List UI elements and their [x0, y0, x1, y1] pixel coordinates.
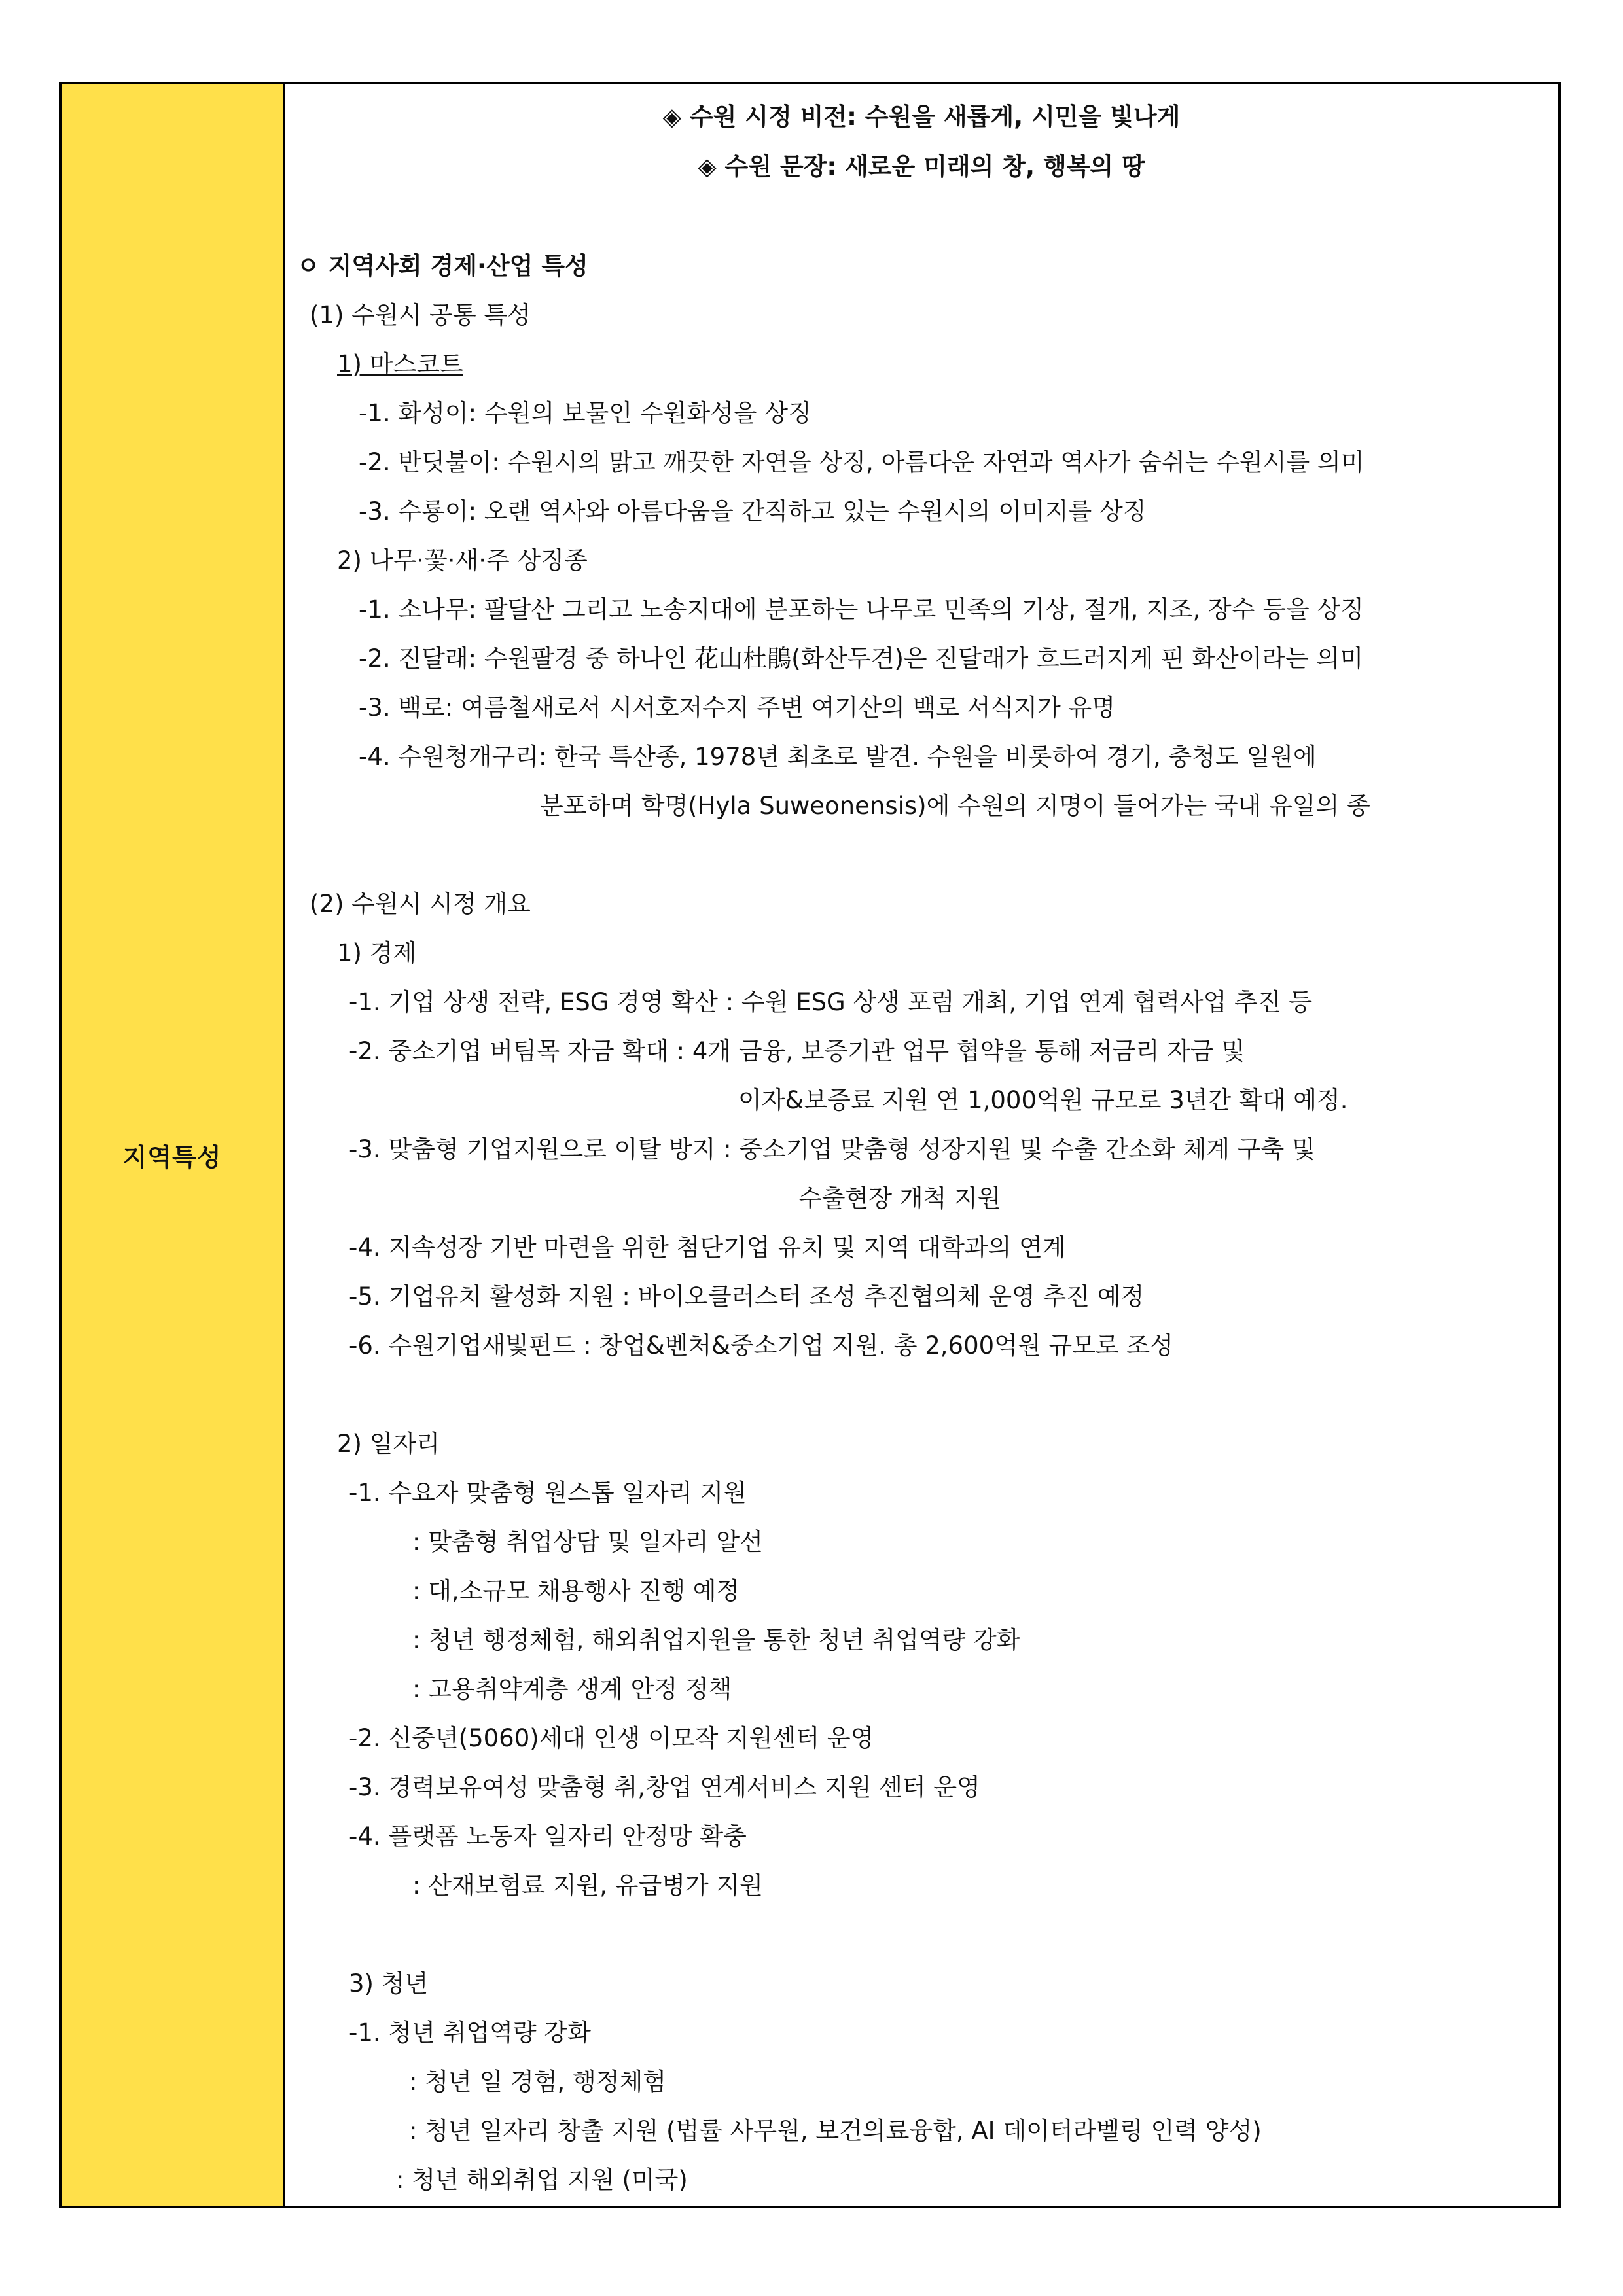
list-item: -3. 백로: 여름철새로서 시서호저수지 주변 여기산의 백로 서식지가 유명	[359, 694, 1115, 722]
economy-heading: 1) 경제	[337, 939, 417, 967]
list-item: -1. 청년 취업역량 강화	[349, 2019, 591, 2047]
list-item: -1. 기업 상생 전략, ESG 경영 확산 : 수원 ESG 상생 포럼 개최, 기업 연계 협력사업 추진 등	[349, 988, 1313, 1016]
list-item: -4. 지속성장 기반 마련을 위한 첨단기업 유치 및 지역 대학과의 연계	[349, 1233, 1066, 1262]
list-item: -2. 중소기업 버팀목 자금 확대 : 4개 금융, 보증기관 업무 협약을 통해 저금리 자금 및	[349, 1037, 1245, 1065]
list-item-continuation: 분포하며 학명(Hyla Suweonensis)에 수원의 지명이 들어가는 국내 유일의 종	[540, 792, 1370, 820]
list-subitem: : 대,소규모 채용행사 진행 예정	[412, 1577, 740, 1605]
slogan-line: ◈ 수원 문장: 새로운 미래의 창, 행복의 땅	[698, 152, 1145, 181]
symbols-heading: 2) 나무·꽃·새·주 상징종	[337, 546, 588, 574]
vision-line: ◈ 수원 시정 비전: 수원을 새롭게, 시민을 빛나게	[662, 103, 1181, 131]
jobs-heading: 2) 일자리	[337, 1430, 440, 1458]
content-column	[285, 84, 1558, 2206]
list-item: -2. 반딧불이: 수원시의 맑고 깨끗한 자연을 상징, 아름다운 자연과 역사가 숨쉬는 수원시를 의미	[359, 448, 1364, 476]
list-subitem: : 청년 일자리 창출 지원 (법률 사무원, 보건의료융합, AI 데이터라벨링 인력 양성)	[409, 2117, 1262, 2145]
list-item-continuation: 이자&보증료 지원 연 1,000억원 규모로 3년간 확대 예정.	[738, 1086, 1348, 1114]
category-label: 지역특성	[122, 1143, 222, 1172]
youth-heading: 3) 청년	[349, 1969, 429, 1998]
list-item: -6. 수원기업새빛펀드 : 창업&벤처&중소기업 지원. 총 2,600억원 규모로 조성	[349, 1332, 1173, 1360]
list-subitem: : 청년 일 경험, 행정체험	[409, 2068, 666, 2096]
list-subitem: : 청년 행정체험, 해외취업지원을 통한 청년 취업역량 강화	[412, 1626, 1020, 1654]
list-item: -1. 화성이: 수원의 보물인 수원화성을 상징	[359, 399, 812, 427]
overview-heading: (2) 수원시 시정 개요	[310, 890, 531, 918]
list-item: -3. 경력보유여성 맞춤형 취,창업 연계서비스 지원 센터 운영	[349, 1773, 980, 1801]
list-item: -1. 소나무: 팔달산 그리고 노송지대에 분포하는 나무로 민족의 기상, 절개, 지조, 장수 등을 상징	[359, 595, 1364, 624]
list-item: -2. 진달래: 수원팔경 중 하나인 花山杜鵑(화산두견)은 진달래가 흐드러지게 핀 화산이라는 의미	[359, 645, 1364, 673]
list-item-continuation: 수출현장 개척 지원	[798, 1184, 1001, 1212]
list-item: -3. 맞춤형 기업지원으로 이탈 방지 : 중소기업 맞춤형 성장지원 및 수출 간소화 체계 구축 및	[349, 1135, 1315, 1163]
list-subitem: : 맞춤형 취업상담 및 일자리 알선	[412, 1528, 763, 1556]
list-subitem: : 청년 해외취업 지원 (미국)	[396, 2166, 688, 2194]
list-item: -2. 신중년(5060)세대 인생 이모작 지원센터 운영	[349, 1724, 874, 1752]
list-item: -1. 수요자 맞춤형 원스톱 일자리 지원	[349, 1479, 747, 1507]
category-column	[62, 84, 285, 2206]
document-frame	[59, 82, 1561, 2208]
mascot-heading: 1) 마스코트	[337, 350, 463, 378]
common-heading: (1) 수원시 공통 특성	[310, 301, 531, 329]
list-item: -4. 플랫폼 노동자 일자리 안정망 확충	[349, 1822, 747, 1850]
list-item: -3. 수룡이: 오랜 역사와 아름다움을 간직하고 있는 수원시의 이미지를 상징	[359, 497, 1147, 525]
list-subitem: : 고용취약계층 생계 안정 정책	[412, 1675, 732, 1703]
list-subitem: : 산재보험료 지원, 유급병가 지원	[412, 1871, 763, 1899]
section-title: ㅇ 지역사회 경제·산업 특성	[296, 252, 588, 280]
list-item: -4. 수원청개구리: 한국 특산종, 1978년 최초로 발견. 수원을 비롯하여 경기, 충청도 일원에	[359, 743, 1317, 771]
list-item: -5. 기업유치 활성화 지원 : 바이오클러스터 조성 추진협의체 운영 추진 예정	[349, 1282, 1145, 1311]
